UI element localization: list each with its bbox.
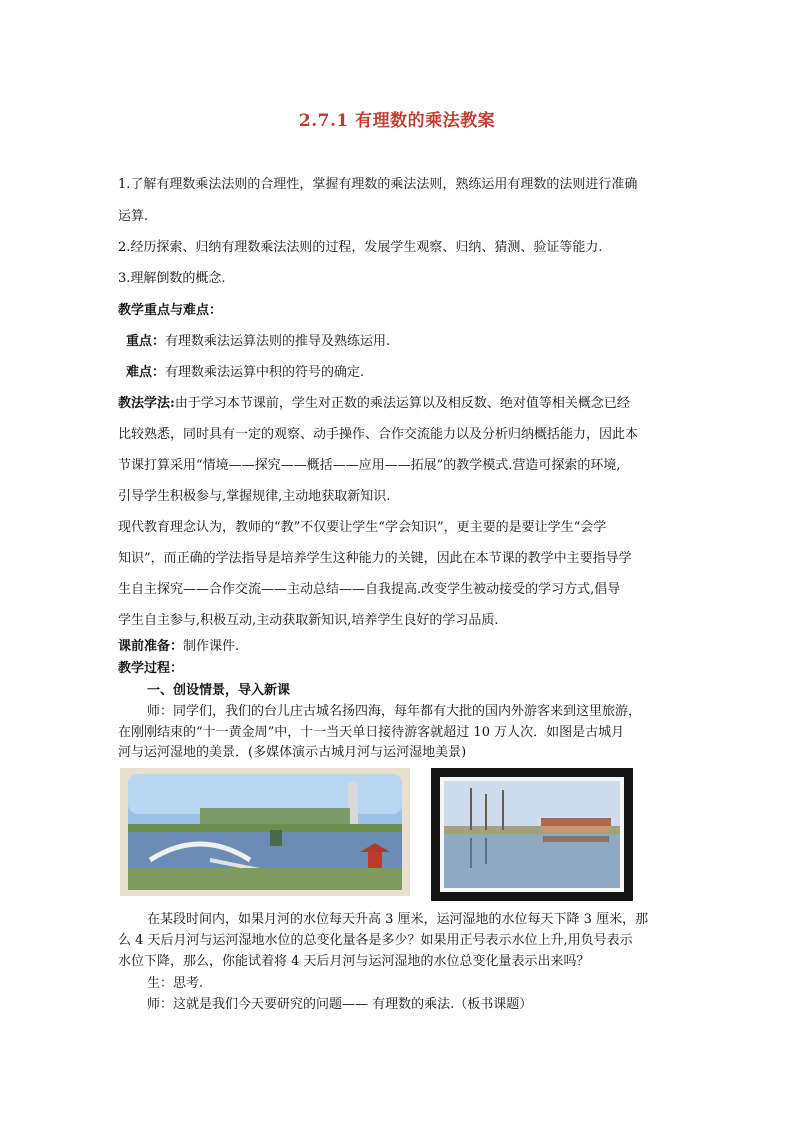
section1-heading: 一、创设情景，导入新课 [147, 683, 291, 698]
problem-line-2: 么 4 天后月河与运河湿地水位的总变化量各是多少？如果用正号表示水位上升,用负号表示 [118, 933, 633, 948]
problem-line-1: 在某段时间内，如果月河的水位每天升高 3 厘米，运河湿地的水位每天下降 3 厘米，那 [147, 912, 649, 927]
method-line-4: 引导学生积极参与,掌握规律,主动地获取新知识. [118, 489, 391, 504]
teacher-line: 师：这就是我们今天要研究的问题—— 有理数的乘法.（板书课题） [147, 997, 533, 1012]
process-heading: 教学过程： [118, 661, 184, 676]
prep-line [118, 637, 678, 657]
intro-line-2: 在刚刚结束的“十一黄金周”中，十一当天单日接待游客就超过 10 万人次．如图是古城月 [118, 725, 625, 740]
goal-line-3: 2.经历探索、归纳有理数乘法法则的过程，发展学生观察、归纳、猜测、验证等能力. [118, 240, 603, 255]
focus-text: 有理数乘法运算法则的推导及熟练运用. [165, 334, 391, 349]
philosophy-line-3: 生自主探究——合作交流——主动总结——自我提高.改变学生被动接受的学习方式,倡导 [118, 582, 621, 597]
goal-line-4: 3.理解倒数的概念. [118, 271, 226, 286]
method-line-2: 比较熟悉，同时具有一定的观察、动手操作、合作交流能力以及分析归纳概括能力，因此本 [118, 427, 639, 442]
moon-river-photo [120, 768, 410, 896]
intro-line-1: 师：同学们，我们的台儿庄古城名扬四海，每年都有大批的国内外游客来到这里旅游， [147, 704, 642, 719]
intro-line-3: 河与运河湿地的美景．(多媒体演示古城月河与运河湿地美景) [118, 745, 467, 760]
difficulty-line [126, 363, 686, 383]
method-line-1 [118, 394, 678, 414]
method-text-1: 由于学习本节课前，学生对正数的乘法运算以及相反数、绝对值等相关概念已经 [174, 396, 630, 411]
method-label: 教法学法: [118, 396, 175, 411]
philosophy-line-2: 知识”，而正确的学法指导是培养学生这种能力的关键，因此在本节课的教学中主要指导学 [118, 551, 632, 566]
philosophy-line-1: 现代教育理念认为，教师的“教”不仅要让学生“学会知识”，更主要的是要让学生“会学 [118, 520, 607, 535]
difficulty-text: 有理数乘法运算中积的符号的确定. [165, 365, 365, 380]
page-title: 2.7.1 有理数的乘法教案 [298, 111, 496, 131]
prep-text: 制作课件. [183, 639, 240, 654]
key-points-heading: 教学重点与难点： [118, 303, 223, 318]
focus-line [126, 332, 686, 352]
canal-wetland-photo [431, 768, 633, 901]
problem-line-3: 水位下降，那么，你能试着将 4 天后月河与运河湿地的水位总变化量表示出来吗？ [118, 954, 590, 969]
goal-line-2: 运算. [118, 209, 149, 224]
philosophy-line-4: 学生自主参与,积极互动,主动获取新知识,培养学生良好的学习品质. [118, 613, 499, 628]
method-line-3: 节课打算采用“情境——探究——概括——应用——拓展”的教学模式.营造可探索的环境, [118, 458, 621, 473]
student-line: 生：思考. [147, 976, 204, 991]
focus-label: 重点： [126, 334, 166, 349]
difficulty-label: 难点： [126, 365, 166, 380]
prep-label: 课前准备： [118, 639, 184, 654]
goal-line-1: 1.了解有理数乘法法则的合理性，掌握有理数的乘法法则，熟练运用有理数的法则进行准确 [118, 177, 638, 192]
